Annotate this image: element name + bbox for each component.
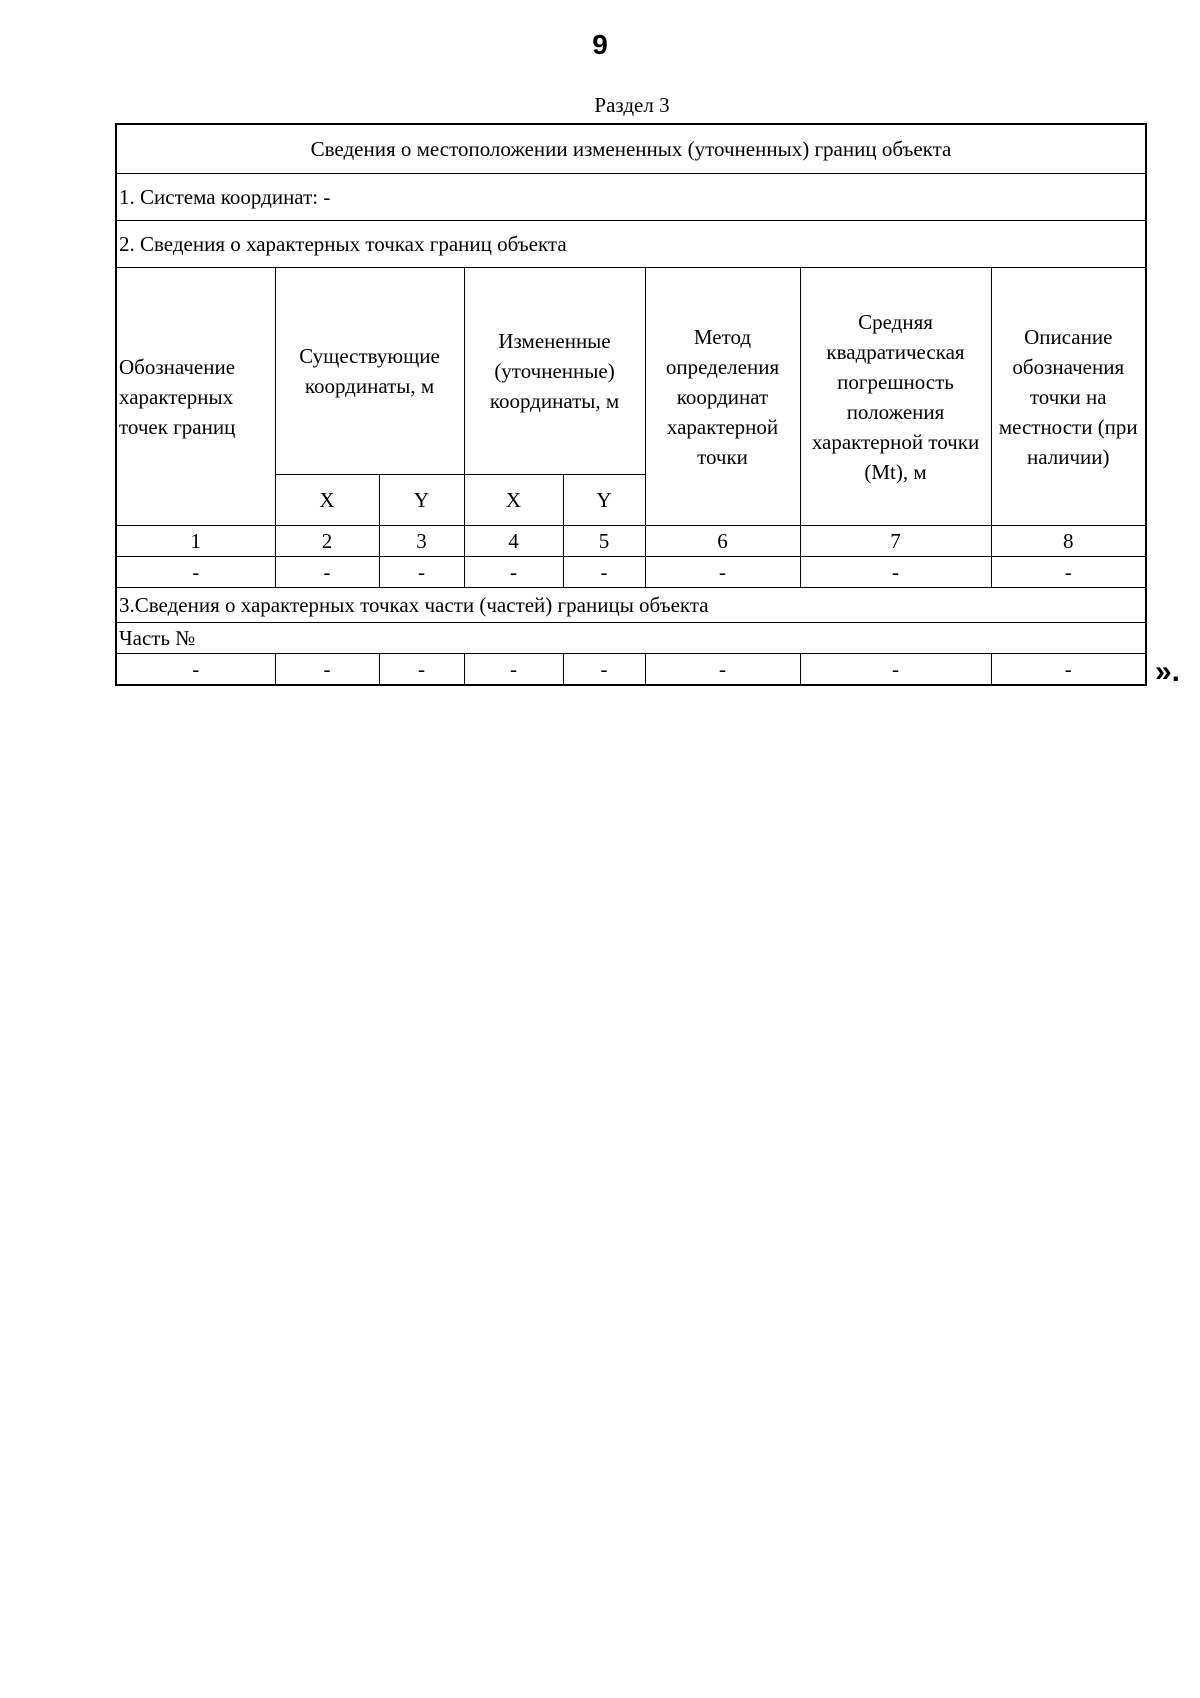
closing-quote-mark: ».	[1155, 655, 1181, 688]
subheader-existing-x: X	[275, 475, 379, 526]
table-cell: -	[275, 654, 379, 686]
points-heading-row: 2. Сведения о характерных точках границ объекта	[116, 221, 1146, 268]
table-cell: -	[275, 557, 379, 588]
parts-heading-row: 3.Сведения о характерных точках части (частей) границы объекта	[116, 588, 1146, 623]
coordinate-system-row: 1. Система координат: -	[116, 174, 1146, 221]
section-label: Раздел 3	[594, 93, 670, 117]
column-number: 7	[800, 526, 991, 557]
subheader-changed-y: Y	[563, 475, 645, 526]
column-number: 2	[275, 526, 379, 557]
boundary-points-table	[115, 123, 1147, 686]
table-cell: -	[800, 654, 991, 686]
table-cell: -	[991, 557, 1146, 588]
header-description: Описание обозначения точки на местности (при наличии)	[991, 268, 1146, 526]
table-cell: -	[563, 557, 645, 588]
header-existing-coordinates: Существующие координаты, м	[275, 268, 464, 475]
table-cell: -	[116, 654, 275, 686]
table-cell: -	[800, 557, 991, 588]
subheader-changed-x: X	[464, 475, 563, 526]
table-cell: -	[563, 654, 645, 686]
table-cell: -	[379, 654, 464, 686]
table-cell: -	[645, 557, 800, 588]
header-designation: Обозначение характерных точек границ	[116, 268, 275, 526]
column-number: 3	[379, 526, 464, 557]
column-number: 5	[563, 526, 645, 557]
column-number: 4	[464, 526, 563, 557]
subheader-existing-y: Y	[379, 475, 464, 526]
table-row	[116, 654, 1146, 686]
table-row	[116, 557, 1146, 588]
header-mean-error: Средняя квадратическая погрешность положения характерной точки (Mt), м	[800, 268, 991, 526]
table-cell: -	[379, 557, 464, 588]
table-cell: -	[464, 557, 563, 588]
column-number: 1	[116, 526, 275, 557]
header-method: Метод определения координат характерной точки	[645, 268, 800, 526]
header-changed-coordinates: Измененные (уточненные) координаты, м	[464, 268, 645, 475]
part-number-row: Часть №	[116, 623, 1146, 654]
column-number: 8	[991, 526, 1146, 557]
table-cell: -	[645, 654, 800, 686]
column-number: 6	[645, 526, 800, 557]
page-number: 9	[592, 29, 608, 60]
table-cell: -	[991, 654, 1146, 686]
table-title: Сведения о местоположении измененных (уточненных) границ объекта	[116, 124, 1146, 174]
table-cell: -	[464, 654, 563, 686]
table-cell: -	[116, 557, 275, 588]
column-numbers-row	[116, 526, 1146, 557]
